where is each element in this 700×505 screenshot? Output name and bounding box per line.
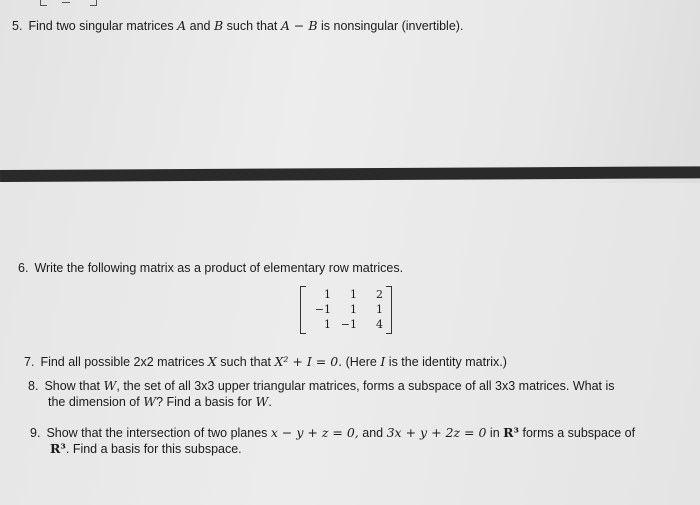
problem-text: Write the following matrix as a product of elementary row matrices. (34, 261, 404, 275)
problem-text: Find two singular matrices (28, 19, 174, 33)
problem-text: is the identity matrix.) (388, 355, 507, 369)
variable-b: B (213, 18, 224, 33)
variable-w: W (103, 378, 117, 393)
conjunction: and (362, 426, 384, 440)
problem-line (28, 378, 615, 394)
bracket-left (40, 0, 47, 6)
plane-equation-1: x − y + z = 0, (270, 425, 359, 440)
problem-7 (24, 354, 507, 370)
bracket-right (90, 0, 97, 6)
matrix-cell: 1 (350, 288, 357, 301)
matrix-cell: 1 (324, 318, 331, 331)
matrix (300, 286, 392, 334)
problem-text: ? Find a basis for (156, 395, 252, 409)
problem-text: , the set of all 3x3 upper triangular matrices, forms a subspace of all 3x3 matrices. What is (116, 379, 615, 393)
problem-line (30, 441, 635, 457)
equation: X² + I = 0. (274, 354, 343, 369)
variable-a: A (177, 18, 187, 33)
problem-line (30, 425, 635, 441)
matrix-bracket-right (386, 286, 392, 334)
problem-line (28, 394, 615, 410)
problem-number: 8. (28, 379, 39, 393)
problem-text: Show that (44, 379, 101, 393)
conjunction: and (189, 19, 211, 33)
variable-w: W (255, 394, 269, 409)
matrix-row (307, 287, 385, 302)
problem-text: forms a subspace of (522, 426, 636, 440)
matrix-cell: 1 (376, 303, 383, 316)
problem-text: (Here (345, 355, 377, 369)
problem-6 (18, 260, 403, 276)
problem-text: . Find a basis for this subspace. (65, 442, 242, 456)
plane-equation-2: 3x + y + 2z = 0 (386, 425, 487, 440)
problem-text: Find all possible 2x2 matrices (40, 355, 205, 369)
matrix-cell: 4 (376, 318, 383, 331)
problem-number: 5. (12, 19, 23, 33)
problem-5 (12, 18, 463, 34)
matrix-cell: 1 (324, 288, 331, 301)
problem-text: such that (226, 19, 278, 33)
problem-text: is nonsingular (invertible). (321, 19, 464, 33)
variable-w: W (143, 394, 157, 409)
problem-text: in (489, 426, 500, 440)
matrix-bracket-left (300, 286, 306, 334)
problem-9 (30, 425, 635, 457)
problem-8 (28, 378, 615, 410)
problem-number: 9. (30, 426, 41, 440)
variable-i: I (380, 354, 386, 369)
matrix-cell: −1 (340, 318, 357, 331)
previous-matrix-fragment (40, 0, 100, 8)
minus-mark (62, 2, 70, 3)
matrix-cell: 1 (350, 303, 357, 316)
problem-text: Show that the intersection of two planes (46, 426, 268, 440)
problem-number: 6. (18, 261, 29, 275)
problem-text: the dimension of (48, 395, 140, 409)
variable-x: X (207, 354, 217, 369)
expression: A − B (280, 18, 318, 33)
problem-text: . (268, 395, 272, 409)
real-space-symbol: R³ (50, 441, 66, 456)
problem-text: such that (220, 355, 272, 369)
problem-number: 7. (24, 355, 35, 369)
matrix-entries (307, 287, 385, 332)
real-space-symbol: R³ (503, 425, 520, 440)
matrix-row (307, 317, 385, 332)
matrix-cell: 2 (376, 288, 383, 301)
matrix-row (307, 302, 385, 317)
matrix-cell: −1 (314, 303, 331, 316)
